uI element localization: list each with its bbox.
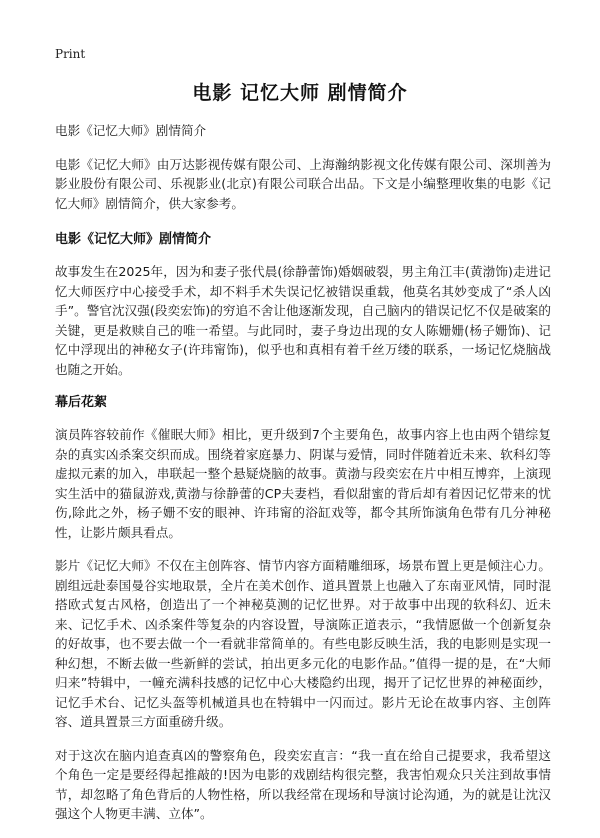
synopsis-paragraph: 故事发生在2025年，因为和妻子张代晨(徐静蕾饰)婚姻破裂，男主角江丰(黄渤饰)走进记忆大师医疗中心接受手术，却不料手术失误记忆被错误重载，他莫名其妙变成了“杀人凶手”。警官沈汉强(段奕宏饰)的穷追不舍让他逐渐发现，自己脑内的错误记忆不仅是破案的关键，更是救赎自己的唯一希望。与此同时，妻子身边出现的女人陈姗姗(杨子姗饰)、记忆中浮现出的神秘女子(许玮甯饰)，似乎也和真相有着千丝万缕的联系，一场记忆烧脑战也随之开始。 [55, 264, 551, 377]
behind-the-scenes-paragraph: 影片《记忆大师》不仅在主创阵容、情节内容方面精雕细琢，场景布置上更是倾注心力。剧组远赴泰国曼谷实地取景，全片在美术创作、道具置景上也融入了东南亚风情，同时混搭欧式复古风格，创造出了一个神秘莫测的记忆世界。对于故事中出现的软科幻、近未来、记忆手术、凶杀案件等复杂的内容设置，导演陈正道表示，“我情愿做一个创新复杂的好故事，也不要去做一个一看就非常简单的。有些电影反映生活，我的电影则是实现一种幻想，不断去做一些新鲜的尝试，拍出更多元化的电影作品。”值得一提的是，在“大师归来”特辑中，一幢充满科技感的记忆中心大楼隐约出现，揭开了记忆世界的神秘面纱，记忆手术台、记忆头盔等机械道具也在特辑中一闪而过。影片无论在故事内容、主创阵容、道具置景三方面重磅升级。 [55, 558, 551, 729]
intro-paragraph: 电影《记忆大师》由万达影视传媒有限公司、上海瀚纳影视文化传媒有限公司、深圳善为影业股份有限公司、乐视影业(北京)有限公司联合出品。下文是小编整理收集的电影《记忆大师》剧情简介，供大家参考。 [55, 156, 551, 211]
section-heading-synopsis: 电影《记忆大师》剧情简介 [55, 232, 212, 247]
article-subtitle: 电影《记忆大师》剧情简介 [55, 123, 207, 138]
section-heading-behind-the-scenes: 幕后花絮 [55, 395, 108, 410]
behind-the-scenes-paragraph: 对于这次在脑内追查真凶的警察角色，段奕宏直言：“我一直在给自己提要求，我希望这个角色一定是要经得起推敲的!因为电影的戏剧结构很完整，我害怕观众只关注到故事情节，却忽略了角色背后的人物性格，所以我经常在现场和导演讨论沟通，为的就是让沈汉强这个人物更丰满、立体”。 [55, 747, 551, 821]
print-link[interactable]: Print [55, 47, 86, 61]
page-title: 电影 记忆大师 剧情简介 [192, 82, 408, 104]
behind-the-scenes-paragraph: 演员阵容较前作《催眠大师》相比，更升级到7个主要角色，故事内容上也由两个错综复杂的真实凶杀案交织而成。围绕着家庭暴力、阴谋与爱情，同时伴随着近未来、软科幻等虚拟元素的加入，串联起一整个悬疑烧脑的故事。黄渤与段奕宏在片中相互博弈，上演现实生活中的猫鼠游戏,黄渤与徐静蕾的CP夫妻档，看似甜蜜的背后却有着因记忆带来的忧伤,除此之外，杨子姗不安的眼神、许玮甯的浴缸戏等，都令其所饰演角色带有几分神秘性，让影片颇具看点。 [55, 427, 551, 540]
article-body [55, 121, 551, 838]
